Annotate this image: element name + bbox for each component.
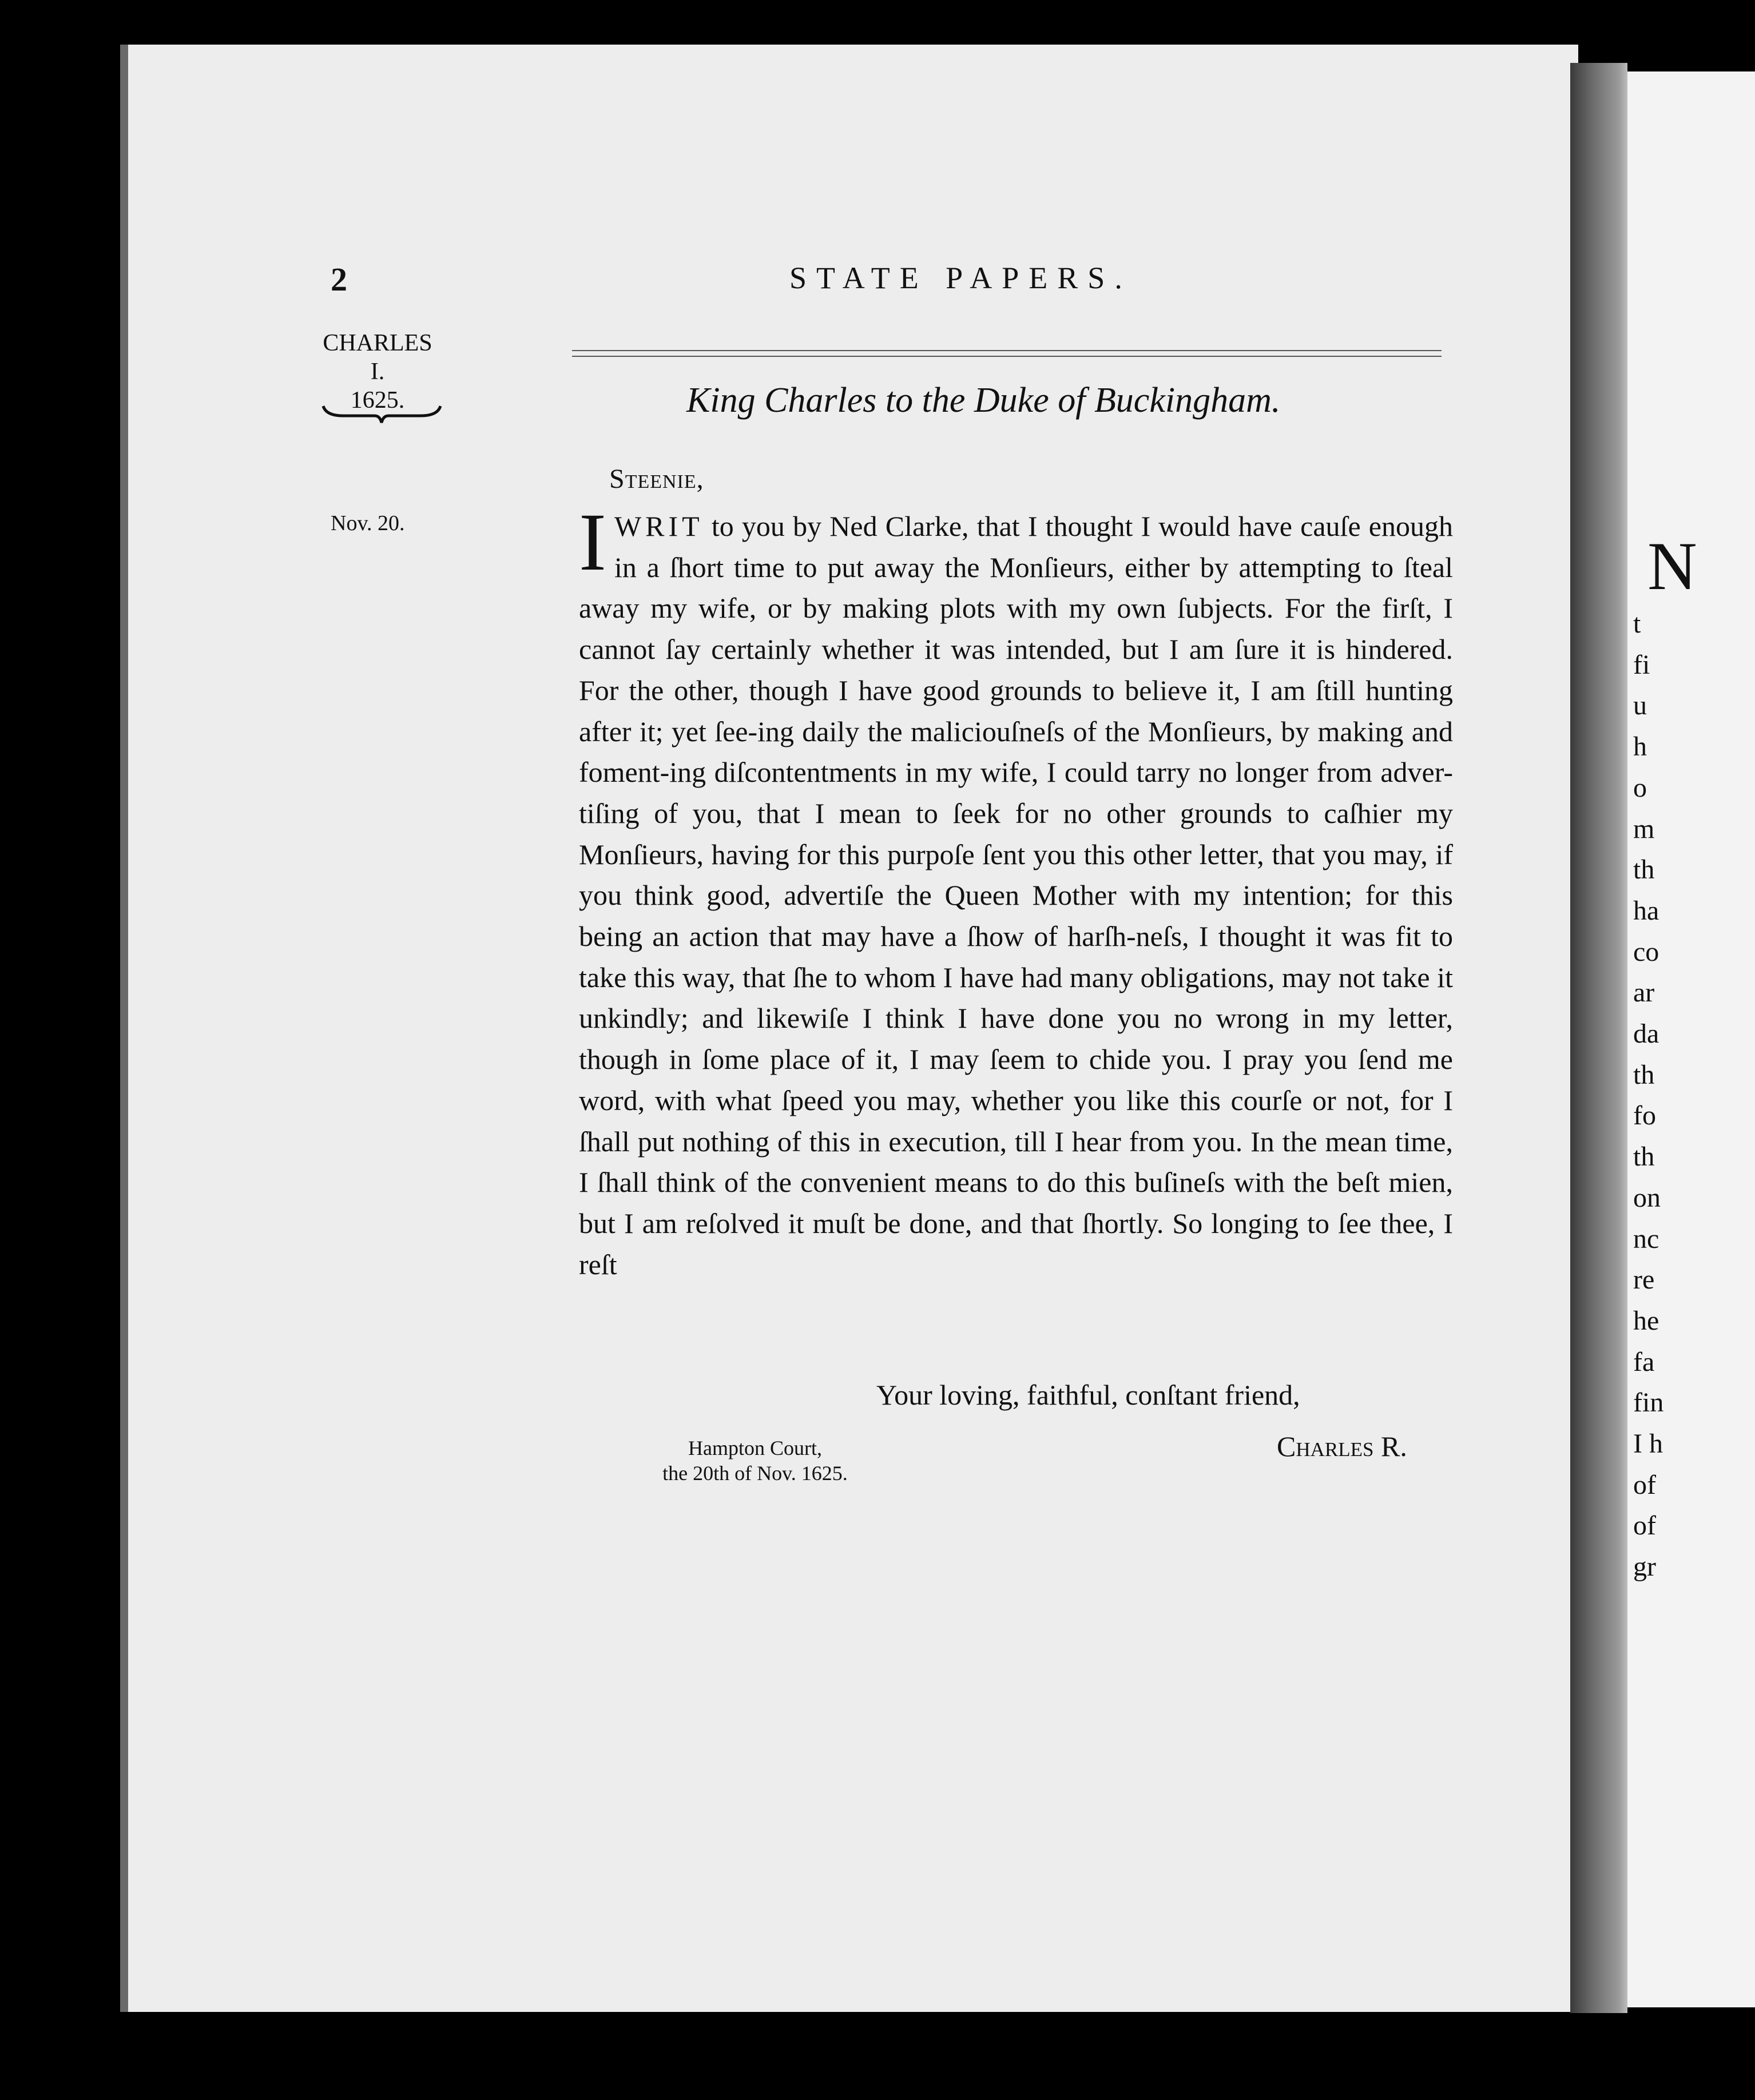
drop-cap-initial: I xyxy=(579,497,606,588)
fragment: fo xyxy=(1633,1100,1656,1131)
place-line-1: Hampton Court, xyxy=(688,1437,822,1459)
letter-body-text: to you by Ned Clarke, that I thought I would have cauſe enough in a ſhort time to put away the Monſieurs, either by attempting to ſteal away my wife, or by making plots with my own ſubjects. For the firſt, I cannot ſay certainly whether it was intended, but I am ſure it is hindered. For the other, though I have good grounds to believe it, I am ſtill hunting after it; yet ſee-ing daily the maliciouſneſs of the Monſieurs, by making and foment-ing diſcontentments in my wife, I could tarry no longer from adver-tiſing of you, that I mean to ſeek for no other grounds to caſhier my Monſieurs, having for this purpoſe ſent you this other letter, that you may, if you think good, advertiſe the Queen Mother with my intention; for this being an action that may have a ſhow of harſh-neſs, I thought it was fit to take this way, that ſhe to whom I have had many obligations, may not take it unkindly; and likewiſe I think I have done you no wrong in my letter, though in ſome place of it, I may ſeem to chide you. I pray you ſend me word, with what ſpeed you may, whether you like this courſe or not, for I ſhall put nothing of this in execution, till I hear from you. In the mean time, I ſhall think of the convenient means to do this buſineſs with the beſt mien, but I am reſolved it muſt be done, and that ſhortly. So longing to ſee thee, I reſt xyxy=(579,510,1453,1280)
facing-page-text-fragments xyxy=(1633,603,1663,1588)
fragment: th xyxy=(1633,1059,1655,1090)
fragment: fin xyxy=(1633,1387,1664,1418)
fragment: fa xyxy=(1633,1346,1655,1377)
letter-closing: Your loving, faithful, conſtant friend, xyxy=(876,1379,1300,1411)
fragment: fi xyxy=(1633,649,1650,680)
fragment: he xyxy=(1633,1305,1659,1336)
reign-numeral: I. xyxy=(370,359,385,385)
fragment: I h xyxy=(1633,1429,1663,1459)
fragment: m xyxy=(1633,813,1655,844)
reign-name: CHARLES xyxy=(323,330,432,356)
running-head: STATE PAPERS. xyxy=(789,261,1132,295)
margin-brace-ornament xyxy=(320,403,443,426)
reign-year: 1625. xyxy=(350,387,405,413)
header-rule-top xyxy=(572,350,1442,351)
letter-place-date xyxy=(635,1435,875,1486)
fragment: gr xyxy=(1633,1552,1656,1582)
fragment: h xyxy=(1633,731,1647,762)
letter-salutation: Steenie, xyxy=(609,464,704,494)
fragment: da xyxy=(1633,1019,1659,1049)
fragment: re xyxy=(1633,1264,1655,1295)
fragment: co xyxy=(1633,936,1659,967)
book-spine-shadow xyxy=(1570,63,1627,2013)
fragment: nc xyxy=(1633,1223,1659,1254)
header-rule-bottom xyxy=(572,356,1442,357)
fragment: th xyxy=(1633,854,1655,885)
letter-body xyxy=(579,497,1453,1285)
margin-note-reign xyxy=(312,329,443,415)
fragment: of xyxy=(1633,1510,1656,1541)
fragment: u xyxy=(1633,690,1647,721)
facing-page-initial: N xyxy=(1647,528,1697,604)
fragment: of xyxy=(1633,1469,1656,1500)
fragment: ha xyxy=(1633,895,1659,926)
fragment: th xyxy=(1633,1142,1655,1172)
place-line-2: the 20th of Nov. 1625. xyxy=(662,1462,848,1485)
fragment: t xyxy=(1633,608,1641,639)
fragment: o xyxy=(1633,772,1647,803)
fragment: on xyxy=(1633,1182,1661,1213)
fragment: ar xyxy=(1633,977,1655,1008)
letter-first-words: WRIT xyxy=(614,510,704,542)
page-number: 2 xyxy=(331,261,347,298)
letter-signature: Charles R. xyxy=(1277,1430,1407,1462)
margin-date: Nov. 20. xyxy=(331,511,405,535)
letter-title: King Charles to the Duke of Buckingham. xyxy=(686,381,1281,420)
